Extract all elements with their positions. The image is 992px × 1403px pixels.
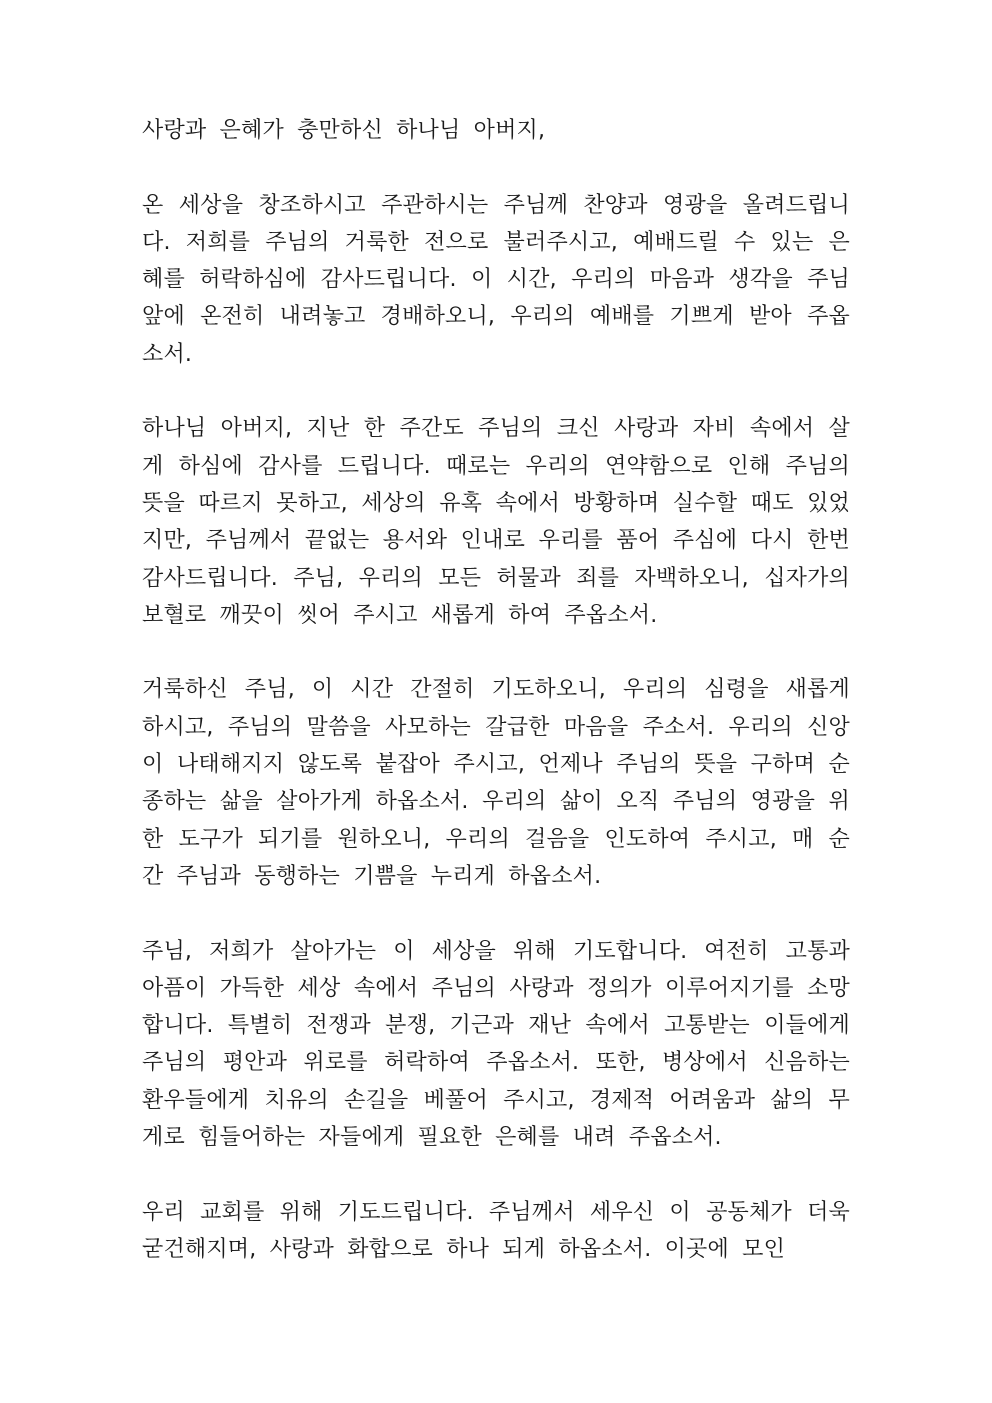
paragraph-thanksgiving: 하나님 아버지, 지난 한 주간도 주님의 크신 사랑과 자비 속에서 살게 하심에 감사를 드립니다. 때로는 우리의 연약함으로 인해 주님의 뜻을 따르지 못하고, 세상의 유혹 속에서 방황하며 실수할 때도 있었지만, 주님께서 끝없는 용서와 인내로 우리를 품어 주심에 다시 한번 감사드립니다. 주님, 우리의 모든 허물과 죄를 자백하오니, 십자가의 보혈로 깨끗이 씻어 주시고 새롭게 하여 주옵소서. — [142, 416, 850, 628]
paragraph-praise: 온 세상을 창조하시고 주관하시는 주님께 찬양과 영광을 올려드립니다. 저희를 주님의 거룩한 전으로 불러주시고, 예배드릴 수 있는 은혜를 허락하심에 감사드립니다. 이 시간, 우리의 마음과 생각을 주님 앞에 온전히 내려놓고 경배하오니, 우리의 예배를 기쁘게 받아 주옵소서. — [142, 192, 850, 367]
paragraph-church: 우리 교회를 위해 기도드립니다. 주님께서 세우신 이 공동체가 더욱 굳건해지며, 사랑과 화합으로 하나 되게 하옵소서. 이곳에 모인 — [142, 1199, 850, 1262]
salutation: 사랑과 은혜가 충만하신 하나님 아버지, — [142, 118, 546, 143]
prayer-text — [142, 112, 850, 1306]
paragraph-world: 주님, 저희가 살아가는 이 세상을 위해 기도합니다. 여전히 고통과 아픔이 가득한 세상 속에서 주님의 사랑과 정의가 이루어지기를 소망합니다. 특별히 전쟁과 분쟁, 기근과 재난 속에서 고통받는 이들에게 주님의 평안과 위로를 허락하여 주옵소서. 또한, 병상에서 신음하는 환우들에게 치유의 손길을 베풀어 주시고, 경제적 어려움과 삶의 무게로 힘들어하는 자들에게 필요한 은혜를 내려 주옵소서. — [142, 938, 850, 1151]
paragraph-renewal: 거룩하신 주님, 이 시간 간절히 기도하오니, 우리의 심령을 새롭게 하시고, 주님의 말씀을 사모하는 갈급한 마음을 주소서. 우리의 신앙이 나태해지지 않도록 붙잡아 주시고, 언제나 주님의 뜻을 구하며 순종하는 삶을 살아가게 하옵소서. 우리의 삶이 오직 주님의 영광을 위한 도구가 되기를 원하오니, 우리의 걸음을 인도하여 주시고, 매 순간 주님과 동행하는 기쁨을 누리게 하옵소서. — [142, 677, 850, 889]
